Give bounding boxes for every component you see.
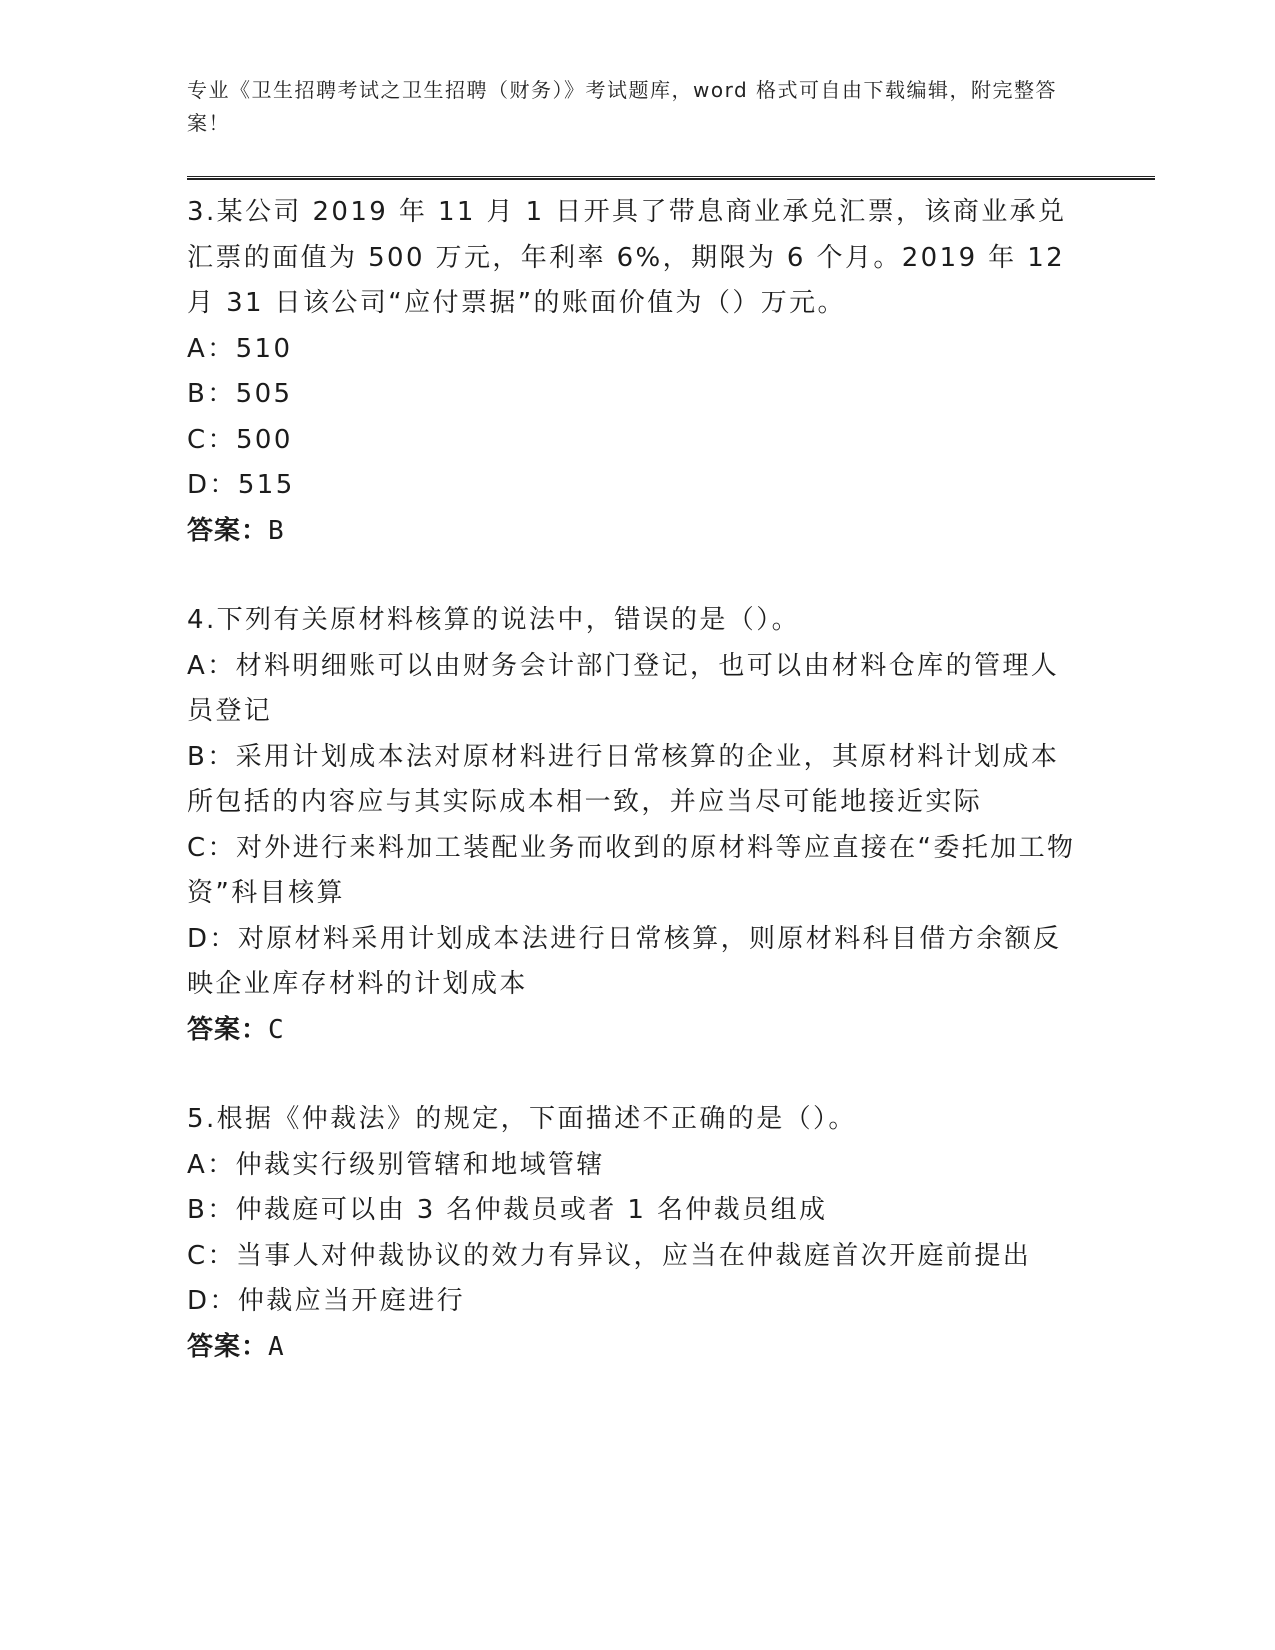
- question-stem: 5.根据《仲裁法》的规定，下面描述不正确的是（）。: [187, 1104, 857, 1134]
- question-stem: 4.下列有关原材料核算的说法中，错误的是（）。: [187, 605, 801, 635]
- answer-label: 答案：: [187, 1331, 269, 1362]
- answer-letter: C: [268, 1014, 285, 1045]
- option-c: C：当事人对仲裁协议的效力有异议，应当在仲裁庭首次开庭前提出: [187, 1240, 1032, 1271]
- answer: [187, 1008, 1077, 1054]
- answer: [187, 1325, 1077, 1371]
- option-a: A：510: [187, 333, 293, 364]
- answer-letter: B: [268, 515, 285, 546]
- answer: [187, 509, 1077, 555]
- question-list: [187, 190, 1077, 1370]
- question-5: [187, 1097, 1077, 1370]
- header-divider: [187, 176, 1155, 180]
- answer-label: 答案：: [187, 515, 269, 546]
- option-b: B：采用计划成本法对原材料进行日常核算的企业，其原材料计划成本所包括的内容应与其实际成本相一致，并应当尽可能地接近实际: [187, 741, 1060, 817]
- question-stem: 3.某公司 2019 年 11 月 1 日开具了带息商业承兑汇票，该商业承兑汇票的面值为 500 万元，年利率 6%，期限为 6 个月。2019 年 12 月 31 日该公司“应付票据”的账面价值为（）万元。: [187, 197, 1067, 318]
- option-d: D：515: [187, 470, 295, 500]
- question-4: [187, 598, 1077, 1053]
- option-a: A：材料明细账可以由财务会计部门登记，也可以由材料仓库的管理人员登记: [187, 650, 1060, 726]
- option-b: B：505: [187, 379, 293, 409]
- answer-label: 答案：: [187, 1014, 269, 1045]
- option-d: D：对原材料采用计划成本法进行日常核算，则原材料科目借方余额反映企业库存材料的计划成本: [187, 923, 1062, 999]
- answer-letter: A: [268, 1331, 285, 1362]
- question-3: [187, 190, 1077, 554]
- page-header: 专业《卫生招聘考试之卫生招聘（财务）》考试题库，word 格式可自由下载编辑，附完整答案！: [187, 78, 1058, 135]
- option-b: B：仲裁庭可以由 3 名仲裁员或者 1 名仲裁员组成: [187, 1195, 828, 1225]
- option-c: C：对外进行来料加工装配业务而收到的原材料等应直接在“委托加工物资”科目核算: [187, 832, 1076, 908]
- option-d: D：仲裁应当开庭进行: [187, 1286, 466, 1316]
- option-c: C：500: [187, 424, 293, 455]
- option-a: A：仲裁实行级别管辖和地域管辖: [187, 1149, 605, 1180]
